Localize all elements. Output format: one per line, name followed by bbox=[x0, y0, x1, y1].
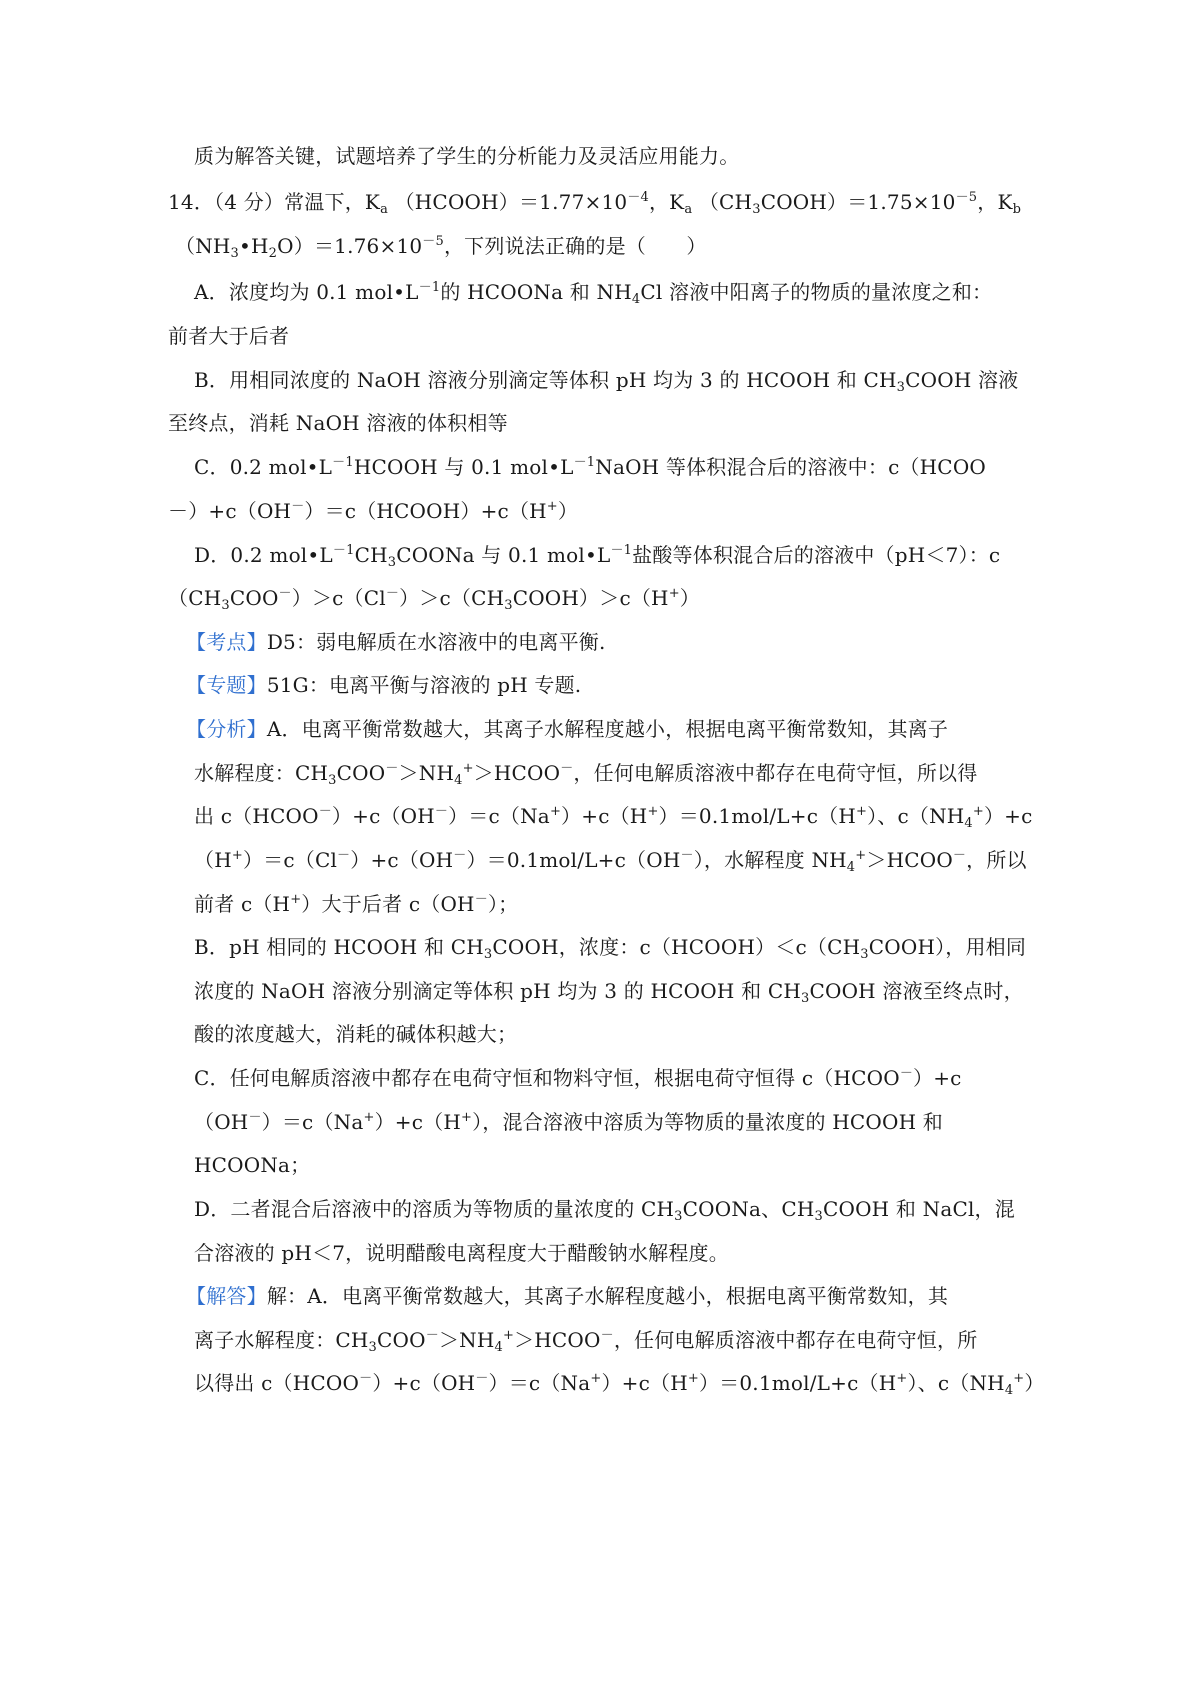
question-text: （CH bbox=[698, 190, 753, 214]
superscript: + bbox=[855, 848, 867, 863]
option-text: COOH 溶液 bbox=[905, 368, 1019, 392]
jieda-line-2 bbox=[194, 1326, 977, 1354]
option-text: CH bbox=[354, 543, 388, 567]
superscript: － bbox=[425, 1328, 439, 1343]
question-text: ，K bbox=[977, 190, 1013, 214]
option-text: COONa 与 0.1 mol•L bbox=[396, 543, 611, 567]
question-line-2 bbox=[175, 232, 707, 260]
option-text: 前者大于后者 bbox=[168, 324, 290, 348]
zhuanti-section bbox=[186, 671, 581, 699]
superscript: －1 bbox=[332, 543, 355, 558]
fenxi-line-1 bbox=[186, 715, 948, 743]
superscript: － bbox=[291, 499, 305, 514]
option-text: （CH bbox=[168, 586, 222, 610]
superscript: + bbox=[668, 586, 680, 601]
analysis-text: COOH 溶液至终点时， bbox=[809, 979, 1024, 1003]
option-a-line-1 bbox=[194, 278, 992, 306]
subscript: 3 bbox=[896, 380, 906, 395]
answer-text: COO bbox=[377, 1328, 426, 1352]
fenxi-line-2 bbox=[194, 759, 977, 787]
option-text: B．用相同浓度的 NaOH 溶液分别滴定等体积 pH 均为 3 的 HCOOH 和 CH bbox=[194, 368, 897, 392]
option-text: D．0.2 mol•L bbox=[194, 543, 333, 567]
kaodian-tag: 【考点】 bbox=[186, 630, 267, 654]
analysis-text: ）＝c（Na bbox=[448, 804, 550, 828]
zhuanti-text: 51G：电离平衡与溶液的 pH 专题. bbox=[266, 673, 582, 697]
analysis-text: ）+c bbox=[913, 1066, 962, 1090]
fenxi-c-line-2 bbox=[194, 1108, 943, 1136]
option-text: Cl 溶液中阳离子的物质的量浓度之和： bbox=[640, 280, 993, 304]
analysis-text: 酸的浓度越大，消耗的碱体积越大； bbox=[194, 1022, 518, 1046]
analysis-text: D．二者混合后溶液中的溶质为等物质的量浓度的 CH bbox=[194, 1197, 675, 1221]
option-text: 的 HCOONa 和 NH bbox=[440, 280, 632, 304]
answer-text: ）＝0.1mol/L+c（H bbox=[698, 1371, 897, 1395]
subscript: 4 bbox=[494, 1340, 503, 1355]
superscript: － bbox=[600, 1328, 614, 1343]
option-a-line-2 bbox=[168, 322, 289, 350]
option-c-line-2 bbox=[168, 497, 578, 525]
answer-text: ）+c（OH bbox=[372, 1371, 476, 1395]
superscript: + bbox=[546, 499, 558, 514]
analysis-text: ）＝c（Cl bbox=[242, 848, 338, 872]
analysis-text: ）＝0.1mol/L+c（OH bbox=[466, 848, 681, 872]
superscript: － bbox=[680, 848, 694, 863]
analysis-text: ）+c bbox=[983, 804, 1033, 828]
option-text: C．0.2 mol•L bbox=[194, 455, 333, 479]
option-text: HCOOH 与 0.1 mol•L bbox=[353, 455, 574, 479]
superscript: + bbox=[462, 761, 474, 776]
previous-conclusion bbox=[194, 142, 739, 170]
option-c-line-1 bbox=[194, 453, 986, 481]
analysis-text: 水解程度：CH bbox=[194, 761, 329, 785]
analysis-text: COOH），用相同 bbox=[868, 935, 1027, 959]
superscript: + bbox=[460, 1110, 473, 1125]
superscript: －1 bbox=[573, 455, 596, 470]
fenxi-line-4 bbox=[194, 846, 1027, 874]
analysis-text: ）+c（H bbox=[561, 804, 648, 828]
subscript: 3 bbox=[328, 773, 337, 788]
option-text: 至终点，消耗 NaOH 溶液的体积相等 bbox=[168, 411, 508, 435]
option-text: COO bbox=[229, 586, 279, 610]
superscript: － bbox=[560, 761, 574, 776]
question-text: O）＝1.76×10 bbox=[277, 234, 423, 258]
jieda-line-3 bbox=[194, 1369, 1045, 1397]
kaodian-section bbox=[186, 628, 606, 656]
superscript: + bbox=[855, 804, 868, 819]
subscript: 4 bbox=[631, 292, 641, 307]
fenxi-line-3 bbox=[194, 802, 1033, 830]
analysis-text: ，所以 bbox=[966, 848, 1027, 872]
fenxi-d-line-2 bbox=[194, 1239, 729, 1267]
superscript: + bbox=[290, 892, 302, 907]
option-text: ）＞c（Cl bbox=[291, 586, 386, 610]
analysis-text: ），水解程度 NH bbox=[693, 848, 847, 872]
question-line-1 bbox=[168, 188, 1021, 216]
option-text: A．浓度均为 0.1 mol•L bbox=[194, 280, 419, 304]
subscript: 3 bbox=[387, 555, 397, 570]
answer-text: ，任何电解质溶液中都存在电荷守恒，所 bbox=[613, 1328, 978, 1352]
superscript: + bbox=[549, 804, 562, 819]
fenxi-b-line-2 bbox=[194, 977, 1024, 1005]
superscript: + bbox=[590, 1371, 602, 1386]
analysis-text: ＞HCOO bbox=[866, 848, 953, 872]
subscript: 3 bbox=[800, 991, 810, 1006]
subscript: 3 bbox=[230, 246, 240, 261]
analysis-text: 前者 c（H bbox=[194, 892, 291, 916]
jieda-tag: 【解答】 bbox=[186, 1284, 267, 1308]
question-number: 14．（4 分）常温下，K bbox=[168, 190, 381, 214]
question-text: ，K bbox=[648, 190, 685, 214]
fenxi-b-line-1 bbox=[194, 933, 1026, 961]
option-text: COOH）＞c（H bbox=[512, 586, 669, 610]
analysis-text: ），混合溶液中溶质为等物质的量浓度的 HCOOH 和 bbox=[472, 1110, 943, 1134]
subscript: 4 bbox=[1004, 1383, 1014, 1398]
subscript: 4 bbox=[454, 773, 463, 788]
analysis-text: COOH 和 NaCl，混 bbox=[822, 1197, 1015, 1221]
option-text: ）＞c（CH bbox=[399, 586, 505, 610]
fenxi-d-line-1 bbox=[194, 1195, 1015, 1223]
analysis-text: COO bbox=[336, 761, 386, 785]
analysis-text: ）+c（OH bbox=[350, 848, 454, 872]
subscript: b bbox=[1012, 202, 1022, 217]
answer-text: ）、c（NH bbox=[907, 1371, 1005, 1395]
superscript: + bbox=[972, 804, 984, 819]
superscript: + bbox=[1013, 1371, 1025, 1386]
subscript: 3 bbox=[504, 598, 513, 613]
superscript: －1 bbox=[610, 543, 633, 558]
answer-text: ＞HCOO bbox=[514, 1328, 601, 1352]
superscript: + bbox=[896, 1371, 908, 1386]
fenxi-line-5 bbox=[194, 890, 518, 918]
analysis-text: 浓度的 NaOH 溶液分别滴定等体积 pH 均为 3 的 HCOOH 和 CH bbox=[194, 979, 801, 1003]
analysis-text: B．pH 相同的 HCOOH 和 CH bbox=[194, 935, 484, 959]
option-text: NaOH 等体积混合后的溶液中：c（HCOO bbox=[595, 455, 987, 479]
superscript: － bbox=[278, 586, 292, 601]
fenxi-tag: 【分析】 bbox=[186, 717, 267, 741]
analysis-text: ）＝c（Na bbox=[261, 1110, 364, 1134]
analysis-text: 合溶液的 pH＜7，说明醋酸电离程度大于醋酸钠水解程度。 bbox=[194, 1241, 729, 1265]
superscript: + bbox=[231, 848, 243, 863]
subscript: 3 bbox=[860, 947, 869, 962]
option-text: ）＝c（HCOOH）+c（H bbox=[304, 499, 547, 523]
superscript: － bbox=[434, 804, 449, 819]
subscript: 3 bbox=[483, 947, 493, 962]
answer-text: ＞NH bbox=[438, 1328, 495, 1352]
answer-text: ）+c（H bbox=[601, 1371, 688, 1395]
question-text: COOH）＝1.75×10 bbox=[760, 190, 956, 214]
subscript: a bbox=[684, 202, 693, 217]
analysis-text: COOH，浓度：c（HCOOH）＜c（CH bbox=[492, 935, 861, 959]
subscript: 3 bbox=[221, 598, 230, 613]
subscript: 3 bbox=[814, 1209, 823, 1224]
fenxi-c-line-1 bbox=[194, 1064, 962, 1092]
analysis-text: （H bbox=[194, 848, 232, 872]
subscript: 3 bbox=[368, 1340, 378, 1355]
analysis-text: 出 c（HCOO bbox=[194, 804, 319, 828]
option-text: ） bbox=[679, 586, 700, 610]
question-text: •H bbox=[239, 234, 269, 258]
option-text: 盐酸等体积混合后的溶液中（pH＜7）：c bbox=[632, 543, 1001, 567]
subscript: a bbox=[380, 202, 389, 217]
answer-text: 以得出 c（HCOO bbox=[194, 1371, 360, 1395]
analysis-text: ）＝0.1mol/L+c（H bbox=[658, 804, 856, 828]
subscript: 2 bbox=[268, 246, 278, 261]
analysis-text: ）； bbox=[487, 892, 519, 916]
option-b-line-1 bbox=[194, 366, 1018, 394]
option-d-line-2 bbox=[168, 584, 700, 612]
superscript: －4 bbox=[627, 190, 649, 205]
analysis-text: ）、c（NH bbox=[867, 804, 965, 828]
fenxi-c-line-3 bbox=[194, 1151, 310, 1179]
option-text: ） bbox=[557, 499, 579, 523]
fenxi-b-line-3 bbox=[194, 1020, 517, 1048]
analysis-text: ，任何电解质溶液中都存在电荷守恒，所以得 bbox=[573, 761, 978, 785]
superscript: － bbox=[453, 848, 467, 863]
subscript: 3 bbox=[674, 1209, 683, 1224]
option-d-line-1 bbox=[194, 541, 1000, 569]
answer-text: 离子水解程度：CH bbox=[194, 1328, 369, 1352]
superscript: － bbox=[359, 1371, 373, 1386]
subscript: 4 bbox=[964, 816, 973, 831]
superscript: － bbox=[318, 804, 332, 819]
analysis-text: ）+c（H bbox=[374, 1110, 461, 1134]
answer-text: ） bbox=[1024, 1371, 1045, 1395]
superscript: －1 bbox=[332, 455, 354, 470]
zhuanti-tag: 【专题】 bbox=[186, 673, 267, 697]
analysis-text: A．电离平衡常数越大，其离子水解程度越小，根据电离平衡常数知，其离子 bbox=[266, 717, 949, 741]
superscript: － bbox=[474, 892, 488, 907]
jieda-line-1 bbox=[186, 1282, 948, 1310]
analysis-text: ）大于后者 c（OH bbox=[301, 892, 475, 916]
question-text: （NH bbox=[175, 234, 231, 258]
previous-conclusion-text: 质为解答关键，试题培养了学生的分析能力及灵活应用能力。 bbox=[194, 144, 740, 168]
option-b-line-2 bbox=[168, 409, 508, 437]
superscript: + bbox=[363, 1110, 375, 1125]
question-text: （HCOOH）＝1.77×10 bbox=[394, 190, 628, 214]
superscript: + bbox=[647, 804, 659, 819]
analysis-text: HCOONa； bbox=[194, 1153, 311, 1177]
analysis-text: ＞HCOO bbox=[473, 761, 561, 785]
superscript: － bbox=[899, 1066, 914, 1081]
superscript: － bbox=[475, 1371, 489, 1386]
answer-text: ）＝c（Na bbox=[488, 1371, 591, 1395]
superscript: － bbox=[248, 1110, 262, 1125]
superscript: －5 bbox=[422, 234, 444, 249]
option-text: －）+c（OH bbox=[168, 499, 292, 523]
analysis-text: ＞NH bbox=[398, 761, 455, 785]
analysis-text: C．任何电解质溶液中都存在电荷守恒和物料守恒，根据电荷守恒得 c（HCOO bbox=[194, 1066, 900, 1090]
analysis-text: （OH bbox=[194, 1110, 249, 1134]
analysis-text: ）+c（OH bbox=[331, 804, 435, 828]
answer-text: 解：A．电离平衡常数越大，其离子水解程度越小，根据电离平衡常数知，其 bbox=[266, 1284, 949, 1308]
subscript: 4 bbox=[846, 860, 856, 875]
superscript: － bbox=[385, 586, 400, 601]
analysis-text: COONa、CH bbox=[682, 1197, 815, 1221]
superscript: + bbox=[687, 1371, 699, 1386]
superscript: － bbox=[385, 761, 399, 776]
subscript: 3 bbox=[752, 202, 761, 217]
kaodian-text: D5：弱电解质在水溶液中的电离平衡. bbox=[266, 630, 606, 654]
question-text: ，下列说法正确的是（ ） bbox=[443, 234, 707, 258]
superscript: + bbox=[502, 1328, 515, 1343]
superscript: － bbox=[952, 848, 967, 863]
superscript: －5 bbox=[955, 190, 978, 205]
superscript: － bbox=[337, 848, 351, 863]
superscript: －1 bbox=[418, 280, 441, 295]
